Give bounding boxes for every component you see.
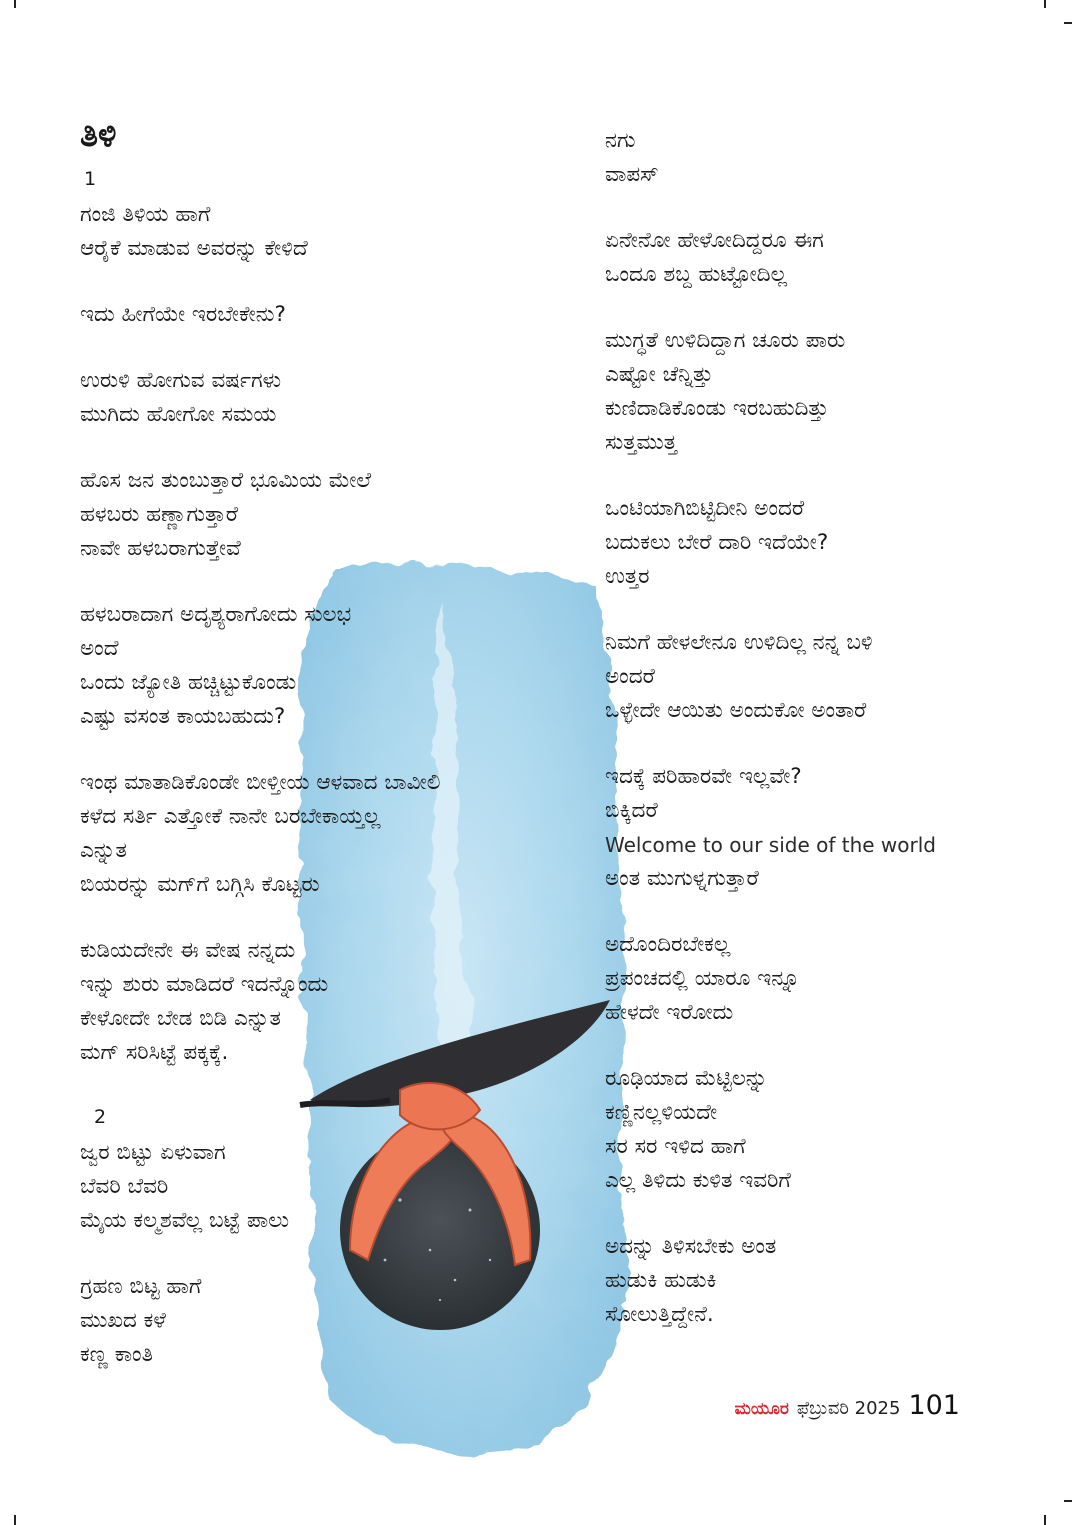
part-number-2: 2 xyxy=(94,1106,107,1128)
stanza xyxy=(605,760,985,896)
poem-line: ಅಂದರೆ xyxy=(605,664,655,689)
poem-line: ಅಂತ ಮುಗುಳ್ನಗುತ್ತಾರೆ xyxy=(605,866,759,891)
stanza xyxy=(605,492,985,594)
poem-line: ಒಂಟಿಯಾಗಿಬಿಟ್ಟಿದೀನಿ ಅಂದರೆ xyxy=(605,496,805,521)
crop-mark-top-right xyxy=(1044,0,1046,8)
poem-line: ವಾಪಸ್ xyxy=(605,162,659,187)
poem-line: ಕುಣಿದಾಡಿಕೊಂಡು ಇರಬಹುದಿತ್ತು xyxy=(605,396,829,421)
poem-line: ಕಣ್ಣ ಕಾಂತಿ xyxy=(80,1342,153,1367)
poem-line: ಹೊಸ ಜನ ತುಂಬುತ್ತಾರೆ ಭೂಮಿಯ ಮೇಲೆ xyxy=(80,468,372,493)
stanza xyxy=(80,198,580,266)
poem-line: ಇದು ಹೀಗೆಯೇ ಇರಬೇಕೇನು? xyxy=(80,302,286,327)
poem-line: ಆರೈಕೆ ಮಾಡುವ ಅವರನ್ನು ಕೇಳಿದೆ xyxy=(80,236,308,261)
poem-line: ಹುಡುಕಿ ಹುಡುಕಿ xyxy=(605,1268,717,1293)
issue-date: ಫೆಬ್ರುವರಿ 2025 xyxy=(796,1398,901,1419)
crop-mark-bottom-right xyxy=(1044,1515,1046,1525)
poem-line: ಒಂದು ಜ್ಯೋತಿ ಹಚ್ಚಿಟ್ಟುಕೊಂಡು xyxy=(80,670,297,695)
poem-line: ಎಷ್ಟು ವಸಂತ ಕಾಯಬಹುದು? xyxy=(80,704,286,729)
poem-line: ಹಳಬರಾದಾಗ ಅದೃಶ್ಯರಾಗೋದು ಸುಲಭ xyxy=(80,602,352,627)
poem-right-column xyxy=(605,124,985,1364)
poem-line: ಮಗ್ ಸರಿಸಿಟ್ಟೆ ಪಕ್ಕಕ್ಕೆ. xyxy=(80,1040,229,1065)
poem-line: ಎನ್ನುತ xyxy=(80,838,127,863)
poem-line: ಇದಕ್ಕೆ ಪರಿಹಾರವೇ ಇಲ್ಲವೇ? xyxy=(605,764,802,789)
poem-line: ಜ್ವರ ಬಿಟ್ಟು ಏಳುವಾಗ xyxy=(80,1140,226,1165)
poem-line: ಮುಗ್ಧತೆ ಉಳಿದಿದ್ದಾಗ ಚೂರು ಪಾರು xyxy=(605,328,846,353)
stanza xyxy=(80,1270,580,1372)
part-1-stanzas xyxy=(80,198,580,1070)
poem-line: ಕೇಳೋದೇ ಬೇಡ ಬಿಡಿ ಎನ್ನುತ xyxy=(80,1006,281,1031)
part-number-1: 1 xyxy=(84,168,97,190)
stanza xyxy=(80,298,580,332)
stanza xyxy=(80,766,580,902)
part-2-stanzas xyxy=(80,1136,580,1372)
crop-mark-top-left xyxy=(14,0,16,8)
stanza xyxy=(605,124,985,192)
page-footer xyxy=(735,1390,960,1421)
poem-left-column xyxy=(80,112,580,1404)
poem-line: ಹಳಬರು ಹಣ್ಣಾಗುತ್ತಾರೆ xyxy=(80,502,239,527)
right-stanzas xyxy=(605,124,985,1332)
poem-line: ಉತ್ತರ xyxy=(605,564,650,589)
poem-line: ಇಂಥ ಮಾತಾಡಿಕೊಂಡೇ ಬೀಳ್ತೀಯ ಆಳವಾದ ಬಾವೀಲಿ xyxy=(80,770,441,795)
poem-line: ಗ್ರಹಣ ಬಿಟ್ಟ ಹಾಗೆ xyxy=(80,1274,202,1299)
poem-line: ನಾವೇ ಹಳಬರಾಗುತ್ತೇವೆ xyxy=(80,536,241,561)
stanza xyxy=(80,1136,580,1238)
poem-line: ರೂಢಿಯಾದ ಮೆಟ್ಟಿಲನ್ನು xyxy=(605,1066,768,1091)
stanza xyxy=(80,934,580,1070)
poem-line: ಅದೊಂದಿರಬೇಕಲ್ಲ xyxy=(605,932,731,957)
poem-line: ಮೈಯ ಕಲ್ಮಶವೆಲ್ಲ ಬಟ್ಟೆ ಪಾಲು xyxy=(80,1208,290,1233)
poem-line: ಇನ್ನು ಶುರು ಮಾಡಿದರೆ ಇದನ್ನೊಂದು xyxy=(80,972,329,997)
poem-line: ಎಷ್ಟೋ ಚೆನ್ನಿತ್ತು xyxy=(605,362,714,387)
stanza xyxy=(80,364,580,432)
poem-line: ಹೇಳದೇ ಇರೋದು xyxy=(605,1000,734,1025)
poem-line: ಏನೇನೋ ಹೇಳೋದಿದ್ದರೂ ಈಗ xyxy=(605,228,824,253)
stanza xyxy=(605,224,985,292)
poem-line: ಗಂಜಿ ತಿಳಿಯ ಹಾಗೆ xyxy=(80,202,211,227)
magazine-brand: ಮಯೂರ xyxy=(734,1399,789,1419)
poem-line: ಬೆವರಿ ಬೆವರಿ xyxy=(80,1174,169,1199)
poem-line: ಉರುಳಿ ಹೋಗುವ ವರ್ಷಗಳು xyxy=(80,368,282,393)
poem-line: ಮುಖದ ಕಳೆ xyxy=(80,1308,166,1333)
poem-line: ನಗು xyxy=(605,128,636,153)
poem-line: ಪ್ರಪಂಚದಲ್ಲಿ ಯಾರೂ ಇನ್ನೂ xyxy=(605,966,800,991)
stanza xyxy=(605,928,985,1030)
stanza xyxy=(80,598,580,734)
stanza xyxy=(605,1230,985,1332)
page-number: 101 xyxy=(908,1390,960,1421)
poem-line: ಮುಗಿದು ಹೋಗೋ ಸಮಯ xyxy=(80,402,277,427)
poem-line: ಬದುಕಲು ಬೇರೆ ದಾರಿ ಇದೆಯೇ? xyxy=(605,530,829,555)
poem-line: ಅದನ್ನು ತಿಳಿಸಬೇಕು ಅಂತ xyxy=(605,1234,777,1259)
poem-line: ಒಳ್ಳೇದೇ ಆಯಿತು ಅಂದುಕೋ ಅಂತಾರೆ xyxy=(605,698,867,723)
poem-line: ಸೋಲುತ್ತಿದ್ದೇನೆ. xyxy=(605,1302,714,1327)
poem-line: ಬಿಯರನ್ನು ಮಗ್‌ಗೆ ಬಗ್ಗಿಸಿ ಕೊಟ್ಟರು xyxy=(80,872,320,897)
poem-line: ಸರ ಸರ ಇಳಿದ ಹಾಗೆ xyxy=(605,1134,746,1159)
stanza xyxy=(605,626,985,728)
poem-line: ಕಣ್ಣಿನಲ್ಲಳಿಯದೇ xyxy=(605,1100,718,1125)
poem-line: ಒಂದೂ ಶಬ್ದ ಹುಟ್ಟೋದಿಲ್ಲ xyxy=(605,262,788,287)
poem-line: ಸುತ್ತಮುತ್ತ xyxy=(605,430,677,455)
poem-line: ಬಿಕ್ಕಿದರೆ xyxy=(605,798,658,823)
poem-line: ನಿಮಗೆ ಹೇಳಲೇನೂ ಉಳಿದಿಲ್ಲ ನನ್ನ ಬಳಿ xyxy=(605,630,873,655)
crop-mark-bottom-left xyxy=(14,1515,16,1525)
crop-mark-right-upper xyxy=(1064,22,1072,24)
poem-line: ಕುಡಿಯದೇನೇ ಈ ವೇಷ ನನ್ನದು xyxy=(80,938,296,963)
crop-mark-right-lower xyxy=(1064,1500,1072,1502)
poem-line: ಅಂದೆ xyxy=(80,636,119,661)
stanza xyxy=(80,464,580,566)
stanza xyxy=(605,324,985,460)
stanza xyxy=(605,1062,985,1198)
poem-line: Welcome to our side of the world xyxy=(605,833,936,857)
poem-title: ತಿಳಿ xyxy=(80,115,117,155)
poem-line: ಎಲ್ಲ ತಿಳಿದು ಕುಳಿತ ಇವರಿಗೆ xyxy=(605,1168,791,1193)
poem-line: ಕಳೆದ ಸರ್ತಿ ಎತ್ತೋಕೆ ನಾನೇ ಬರಬೇಕಾಯ್ತಲ್ಲ xyxy=(80,804,381,829)
